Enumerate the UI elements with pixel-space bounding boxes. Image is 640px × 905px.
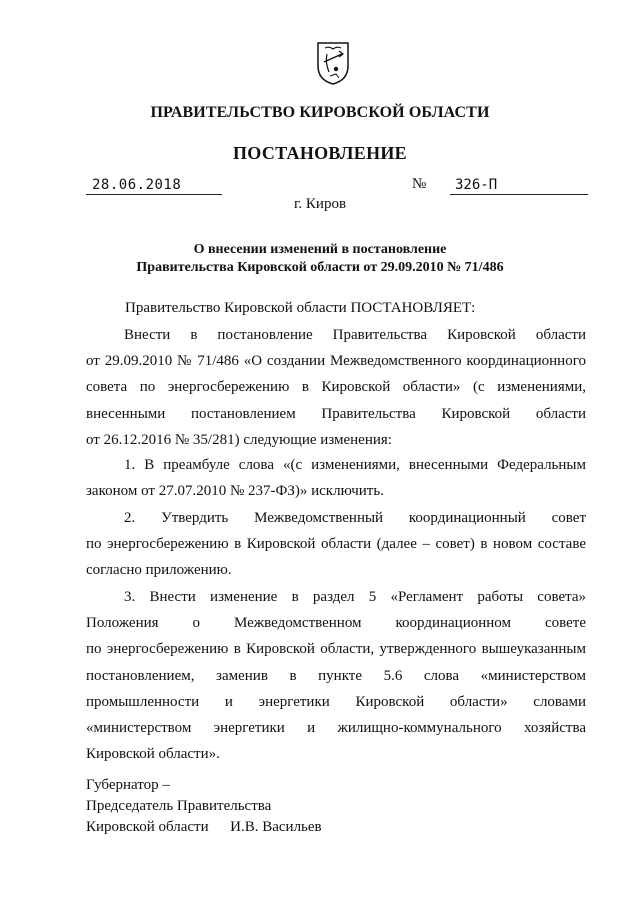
intro-text: Правительство Кировской области ПОСТАНОВЛЯЕТ:: [125, 300, 476, 316]
document-number: 326-П: [455, 177, 498, 193]
document-number-field: [450, 176, 588, 195]
signature-title: Председатель Правительства: [86, 798, 272, 814]
text-line: по энергосбережению в Кировской области (далее – совет) в новом составе: [86, 536, 586, 553]
paragraph-3: [86, 505, 586, 584]
text-line: 1. В преамбуле слова «(с изменениями, внесенными Федеральным: [124, 457, 586, 473]
document-date-field: [86, 176, 222, 195]
text-line: от 29.09.2010 № 71/486 «О создании Межведомственного координационного: [86, 353, 586, 370]
text-line: совета по энергосбережению в Кировской области» (с изменениями,: [86, 379, 586, 396]
document-date: 28.06.2018: [92, 177, 182, 193]
text-line: согласно приложению.: [86, 562, 232, 579]
text-line: законом от 27.07.2010 № 237-ФЗ)» исключить.: [86, 483, 384, 500]
document-subject: [0, 241, 640, 277]
text-line: 2. Утвердить Межведомственный координационный совет: [124, 510, 586, 526]
text-line: Внести в постановление Правительства Кировской области: [124, 327, 586, 343]
signature-title: Кировской области: [86, 819, 209, 835]
text-line: «министерством энергетики и жилищно-коммунального хозяйства: [86, 720, 586, 737]
paragraph-2: [86, 452, 586, 504]
paragraph-4: [86, 584, 586, 767]
signatory-name: И.В. Васильев: [230, 819, 322, 835]
document-type: ПОСТАНОВЛЕНИЕ: [233, 143, 407, 163]
city: г. Киров: [293, 196, 347, 212]
text-line: постановлением, заменив в пункте 5.6 слова «министерством: [86, 667, 586, 684]
text-line: от 26.12.2016 № 35/281) следующие изменения:: [86, 431, 392, 448]
text-line: 3. Внести изменение в раздел 5 «Регламент работы совета»: [124, 589, 586, 605]
signature-block: [86, 775, 322, 838]
subject-line: Правительства Кировской области от 29.09.2010 № 71/486: [136, 260, 504, 275]
signature-title: Губернатор –: [86, 777, 170, 793]
text-line: внесенными постановлением Правительства Кировской области: [86, 405, 586, 422]
subject-line: О внесении изменений в постановление: [193, 242, 447, 257]
coat-of-arms-icon: [315, 40, 351, 86]
number-label: №: [412, 176, 427, 192]
text-line: по энергосбережению в Кировской области, утвержденного вышеуказанным: [86, 641, 586, 658]
organization-title: ПРАВИТЕЛЬСТВО КИРОВСКОЙ ОБЛАСТИ: [150, 104, 490, 121]
text-line: промышленности и энергетики Кировской области» словами: [86, 693, 586, 710]
text-line: Кировской области».: [86, 746, 220, 763]
paragraph-1: [86, 322, 586, 453]
text-line: Положения о Межведомственном координационном совете: [86, 615, 586, 632]
